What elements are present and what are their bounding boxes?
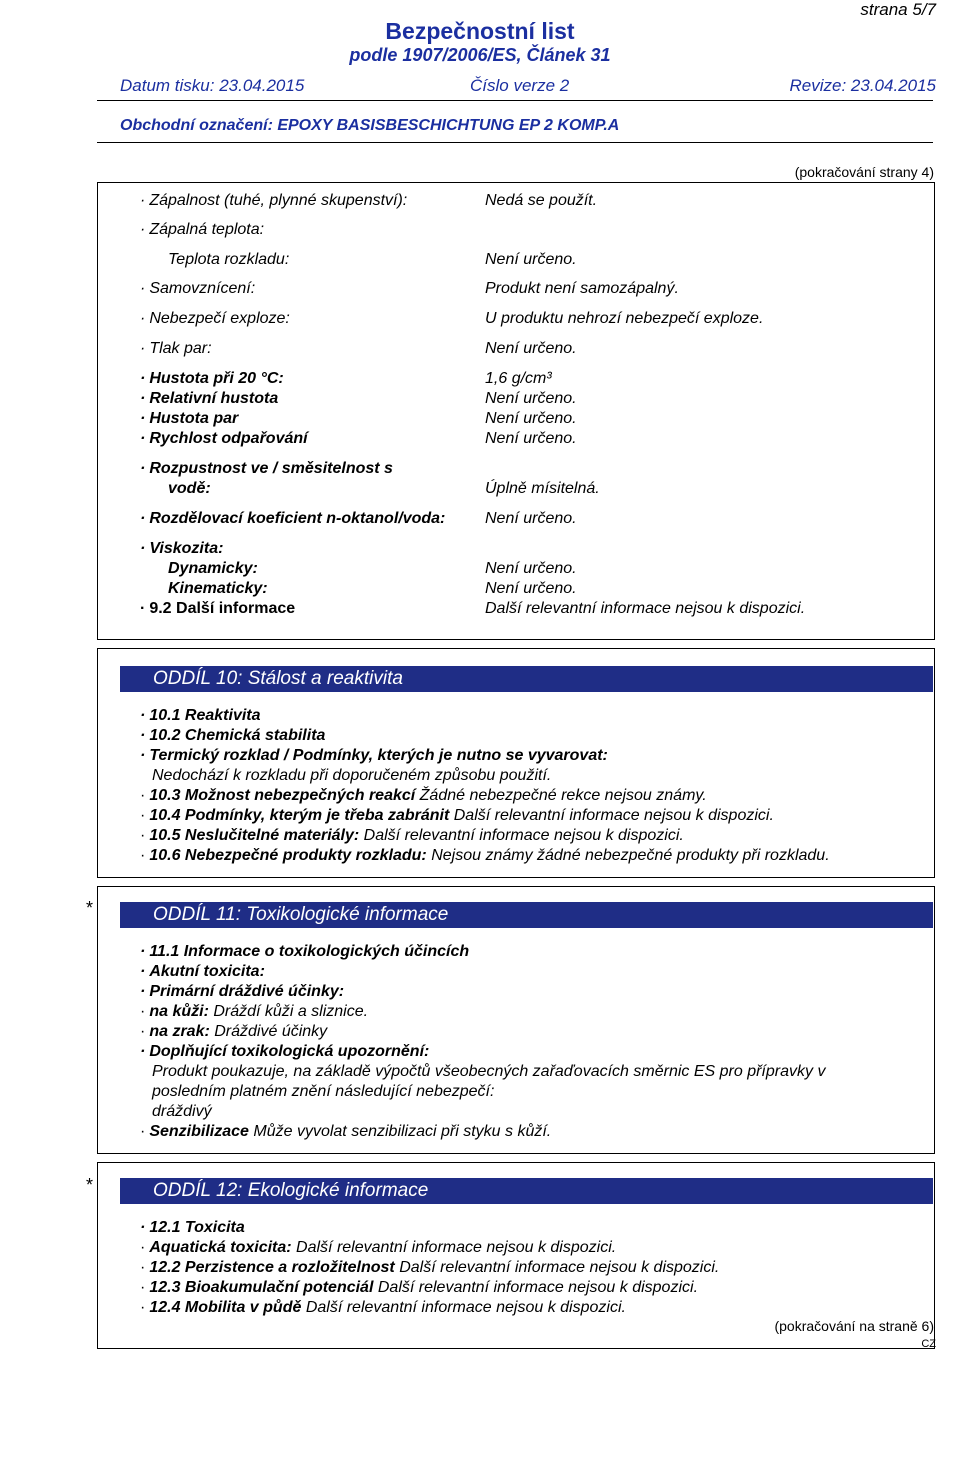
trade-name: Obchodní označení: EPOXY BASISBESCHICHTUNG EP 2 KOMP.A (120, 117, 620, 134)
section11-line: · Primární dráždivé účinky: (140, 983, 344, 1001)
section10-line: · 10.4 Podmínky, kterým je třeba zabránit Další relevantní informace nejsou k dispozici. (140, 807, 774, 825)
section11-line: posledním platném znění následující nebezpečí: (152, 1083, 495, 1100)
section12-header (120, 1178, 933, 1204)
prop-value: 1,6 g/cm³ (485, 370, 552, 387)
prop-label: · Zápalná teplota: (140, 221, 264, 239)
language-code: CZ (921, 1338, 936, 1350)
section12-line: · 12.2 Perzistence a rozložitelnost Další relevantní informace nejsou k dispozici. (140, 1259, 719, 1277)
prop-label: · Nebezpečí exploze: (140, 310, 290, 328)
section10-line: · 10.3 Možnost nebezpečných reakcí Žádné nebezpečné rekce nejsou známy. (140, 787, 707, 805)
prop-value: Není určeno. (485, 560, 577, 577)
prop-label: · Hustota při 20 °C: (140, 370, 284, 388)
section11-title: ODDÍL 11: Toxikologické informace (153, 904, 449, 925)
section10-header (120, 666, 933, 692)
prop-value: Úplně mísitelná. (485, 480, 600, 497)
continued-to: (pokračování na straně 6) (774, 1318, 934, 1334)
prop-label: · 9.2 Další informace (140, 600, 295, 618)
prop-label: · Hustota par (140, 410, 238, 428)
prop-label: · Tlak par: (140, 340, 212, 358)
section12-title: ODDÍL 12: Ekologické informace (153, 1180, 429, 1201)
section11-header (120, 902, 933, 928)
section11-line: · Doplňující toxikologická upozornění: (140, 1043, 429, 1061)
prop-label: · Rozdělovací koeficient n-oktanol/voda: (140, 510, 445, 528)
section11-line: · na zrak: Dráždivé účinky (140, 1023, 327, 1041)
prop-value: Není určeno. (485, 580, 577, 597)
page-number: strana 5/7 (860, 0, 936, 19)
prop-label: vodě: (168, 480, 211, 497)
print-date: Datum tisku: 23.04.2015 (120, 76, 305, 95)
section11-line: dráždivý (152, 1103, 212, 1120)
section11-line: · na kůži: Dráždí kůži a sliznice. (140, 1003, 368, 1021)
prop-label: Teplota rozkladu: (168, 251, 290, 268)
section10-title: ODDÍL 10: Stálost a reaktivita (153, 668, 403, 689)
section11-line: · Senzibilizace Může vyvolat senzibilizaci při styku s kůží. (140, 1123, 551, 1141)
section10-line: · 10.5 Neslučitelné materiály: Další relevantní informace nejsou k dispozici. (140, 827, 684, 845)
section10-line: Nedochází k rozkladu při doporučeném způsobu použití. (152, 767, 552, 784)
section10-line: · 10.1 Reaktivita (140, 707, 261, 725)
section11-line: Produkt poukazuje, na základě výpočtů všeobecných zařaďovacích směrnic ES pro přípravky v (152, 1063, 826, 1080)
version-number: Číslo verze 2 (470, 76, 570, 95)
prop-value: Nedá se použít. (485, 192, 598, 209)
section10-line: · 10.2 Chemická stabilita (140, 727, 325, 745)
prop-value: Není určeno. (485, 390, 577, 407)
prop-label: · Viskozita: (140, 540, 223, 558)
section11-line: · 11.1 Informace o toxikologických účincích (140, 943, 469, 961)
prop-label: · Rozpustnost ve / směsitelnost s (140, 460, 393, 478)
prop-value: Další relevantní informace nejsou k dispozici. (485, 600, 806, 617)
prop-value: Není určeno. (485, 410, 577, 427)
prop-value: Není určeno. (485, 510, 577, 527)
prop-label: · Rychlost odpařování (140, 430, 308, 448)
section12-line: · Aquatická toxicita: Další relevantní informace nejsou k dispozici. (140, 1239, 616, 1257)
revision-date: Revize: 23.04.2015 (789, 76, 936, 95)
document-subtitle: podle 1907/2006/ES, Článek 31 (349, 45, 611, 65)
prop-value: Není určeno. (485, 430, 577, 447)
prop-label: · Relativní hustota (140, 390, 278, 408)
section11-line: · Akutní toxicita: (140, 963, 265, 981)
document-title: Bezpečnostní list (385, 18, 575, 44)
prop-value: Produkt není samozápalný. (485, 280, 679, 297)
prop-value: Není určeno. (485, 340, 577, 357)
continued-from: (pokračování strany 4) (794, 164, 934, 180)
section10-line: · Termický rozklad / Podmínky, kterých je nutno se vyvarovat: (140, 747, 608, 765)
header-divider (97, 100, 933, 101)
prop-value: U produktu nehrozí nebezpečí exploze. (485, 310, 764, 327)
section10-line: · 10.6 Nebezpečné produkty rozkladu: Nejsou známy žádné nebezpečné produkty při rozkladu. (140, 847, 830, 865)
prop-label: · Zápalnost (tuhé, plynné skupenství): (140, 192, 407, 210)
change-marker: * (86, 1175, 94, 1195)
section12-line: · 12.4 Mobilita v půdě Další relevantní informace nejsou k dispozici. (140, 1299, 626, 1317)
header-divider-2 (97, 142, 933, 143)
change-marker: * (86, 898, 94, 918)
prop-label: Kinematicky: (168, 580, 268, 597)
section12-line: · 12.3 Bioakumulační potenciál Další relevantní informace nejsou k dispozici. (140, 1279, 698, 1297)
prop-value: Není určeno. (485, 251, 577, 268)
prop-label: Dynamicky: (168, 560, 258, 577)
prop-label: · Samovznícení: (140, 280, 255, 298)
section12-line: · 12.1 Toxicita (140, 1219, 245, 1237)
